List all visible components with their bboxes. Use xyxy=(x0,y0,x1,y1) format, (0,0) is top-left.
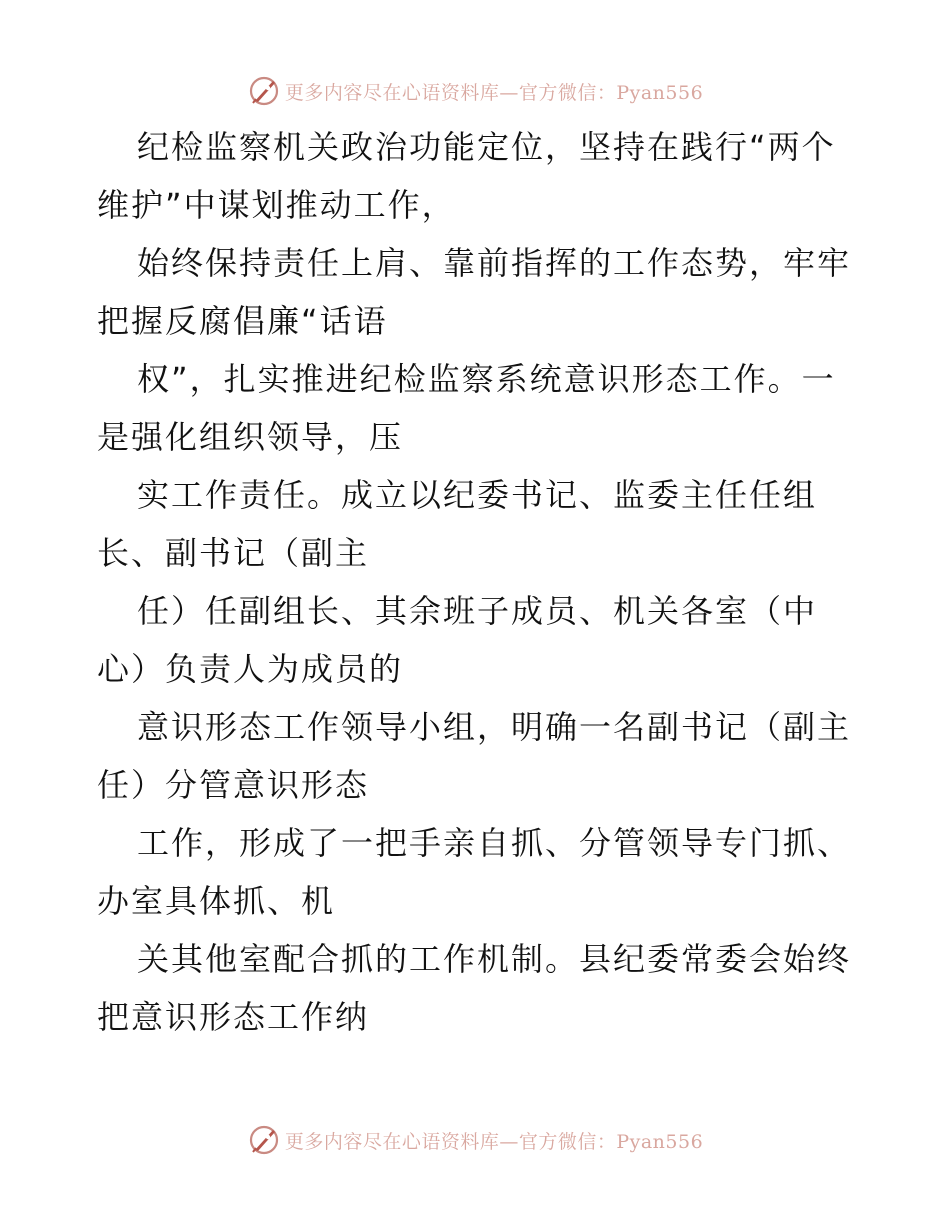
line: 关其他室配合抓的工作机制。县纪委常委会始终 xyxy=(137,940,852,978)
paragraph xyxy=(0,350,950,466)
line: 实工作责任。成立以纪委书记、监委主任任组 xyxy=(137,476,818,514)
line: 心）负责人为成员的 xyxy=(97,650,404,688)
line: 任）任副组长、其余班子成员、机关各室（中 xyxy=(137,592,818,630)
footer-watermark xyxy=(0,1120,950,1160)
paragraph xyxy=(0,698,950,814)
line: 是强化组织领导，压 xyxy=(97,418,404,456)
line: 工作，形成了一把手亲自抓、分管领导专门抓、 xyxy=(137,824,852,862)
paragraph xyxy=(0,930,950,1046)
line: 任）分管意识形态 xyxy=(97,766,370,804)
line: 长、副书记（副主 xyxy=(97,534,370,572)
watermark-text: 更多内容尽在心语资料库—官方微信：Pyan556 xyxy=(284,81,704,104)
paragraph xyxy=(0,118,950,234)
line: 维护”中谋划推动工作， xyxy=(97,186,456,224)
paragraph xyxy=(0,234,950,350)
watermark-text: 更多内容尽在心语资料库—官方微信：Pyan556 xyxy=(284,1130,704,1153)
line: 把握反腐倡廉“话语 xyxy=(97,302,388,340)
line: 把意识形态工作纳 xyxy=(97,998,370,1036)
quill-circle-logo-icon xyxy=(247,74,281,108)
line: 纪检监察机关政治功能定位，坚持在践行“两个 xyxy=(137,128,836,166)
paragraph xyxy=(0,582,950,698)
paragraph xyxy=(0,814,950,930)
document-body xyxy=(0,118,950,1046)
quill-circle-logo-icon xyxy=(247,1123,281,1157)
paragraph xyxy=(0,466,950,582)
line: 办室具体抓、机 xyxy=(97,882,336,920)
line: 意识形态工作领导小组，明确一名副书记（副主 xyxy=(137,708,852,746)
header-watermark xyxy=(0,71,950,111)
line: 始终保持责任上肩、靠前指挥的工作态势，牢牢 xyxy=(137,244,852,282)
line: 权”，扎实推进纪检监察系统意识形态工作。一 xyxy=(137,360,836,398)
